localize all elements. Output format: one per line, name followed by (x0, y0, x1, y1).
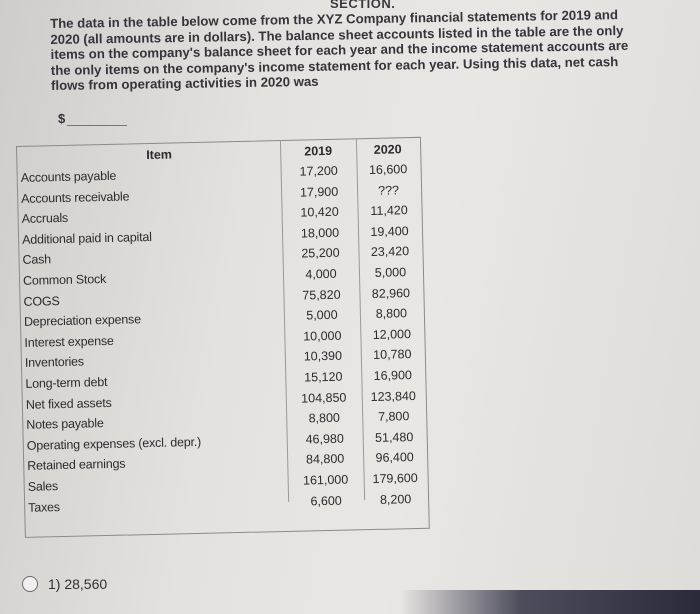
row-value-2019: 4,000 (305, 266, 337, 282)
section-banner: SECTION. (330, 0, 396, 11)
row-value-2019: 75,820 (302, 287, 341, 303)
financial-data-table (16, 137, 430, 538)
row-value-2019: 10,000 (303, 328, 342, 344)
row-value-2019: 8,800 (308, 410, 341, 426)
row-item-label: Interest expense (24, 333, 114, 350)
row-value-2020: 51,480 (374, 429, 414, 445)
row-item-label: Common Stock (22, 271, 107, 288)
row-value-2019: 6,600 (310, 493, 342, 509)
row-item-label: Sales (27, 479, 59, 494)
row-value-2020: 179,600 (372, 470, 418, 486)
header-2019: 2019 (304, 143, 333, 159)
row-value-2020: 8,800 (375, 306, 408, 322)
row-item-label: Depreciation expense (23, 312, 142, 330)
answer-option-label: 1) 28,560 (48, 576, 108, 592)
row-item-label: Accruals (21, 211, 69, 227)
row-value-2019: 25,200 (301, 246, 340, 261)
row-value-2019: 10,390 (303, 349, 343, 364)
row-item-label: Retained earnings (27, 456, 126, 474)
row-value-2020: 16,600 (368, 162, 408, 177)
answer-option-1[interactable] (22, 576, 107, 592)
row-value-2020: 96,400 (375, 450, 414, 466)
row-value-2019: 17,900 (299, 184, 339, 200)
header-2020: 2020 (373, 142, 402, 157)
row-value-2019: 84,800 (305, 452, 345, 467)
row-value-2020: 11,420 (370, 203, 408, 219)
question-text: The data in the table below come from the XYZ Company financial statements for 2019 and 2020 (all amounts are in dollars). The balance sheet accounts listed in the table are the only items on the company's balance sheet for each year and the income statement accounts are the only items on the company's income statement for each year. Using this data, net cash flows from operating activities in 2020 was (50, 7, 629, 93)
row-value-2020: 123,840 (370, 388, 417, 404)
row-value-2019: 104,850 (301, 390, 347, 406)
dollar-sign: $ (58, 111, 66, 126)
answer-blank (58, 111, 127, 126)
row-value-2020: ??? (378, 182, 400, 198)
row-value-2019: 5,000 (306, 307, 338, 323)
row-value-2019: 17,200 (299, 163, 338, 179)
row-item-label: Taxes (28, 499, 61, 515)
row-item-label: Long-term debt (25, 374, 108, 391)
row-item-label: Accounts payable (20, 168, 117, 185)
header-item: Item (146, 147, 173, 163)
row-value-2019: 46,980 (305, 431, 344, 447)
blank-line (67, 125, 127, 126)
row-item-label: Additional paid in capital (21, 229, 152, 247)
row-item-label: Net fixed assets (25, 395, 112, 412)
row-value-2020: 10,780 (373, 347, 412, 363)
row-item-label: Notes payable (26, 416, 104, 433)
radio-button-icon[interactable] (22, 576, 38, 592)
row-value-2020: 23,420 (370, 244, 410, 260)
row-value-2020: 12,000 (372, 326, 412, 342)
row-value-2020: 8,200 (379, 491, 412, 507)
row-item-label: Accounts receivable (21, 189, 130, 206)
row-value-2020: 82,960 (371, 285, 411, 301)
row-value-2019: 161,000 (302, 472, 349, 488)
row-value-2019: 10,420 (300, 204, 339, 220)
row-item-label: Operating expenses (excl. depr.) (26, 434, 202, 453)
row-item-label: COGS (23, 293, 60, 309)
row-value-2020: 7,800 (377, 409, 410, 425)
row-value-2020: 16,900 (373, 368, 413, 383)
row-item-label: Inventories (24, 354, 85, 371)
row-value-2020: 19,400 (370, 223, 409, 239)
row-item-label: Cash (22, 252, 52, 268)
row-value-2019: 15,120 (304, 369, 343, 385)
photo-shadow (400, 590, 700, 614)
row-value-2019: 18,000 (300, 225, 340, 241)
row-value-2020: 5,000 (374, 265, 407, 280)
